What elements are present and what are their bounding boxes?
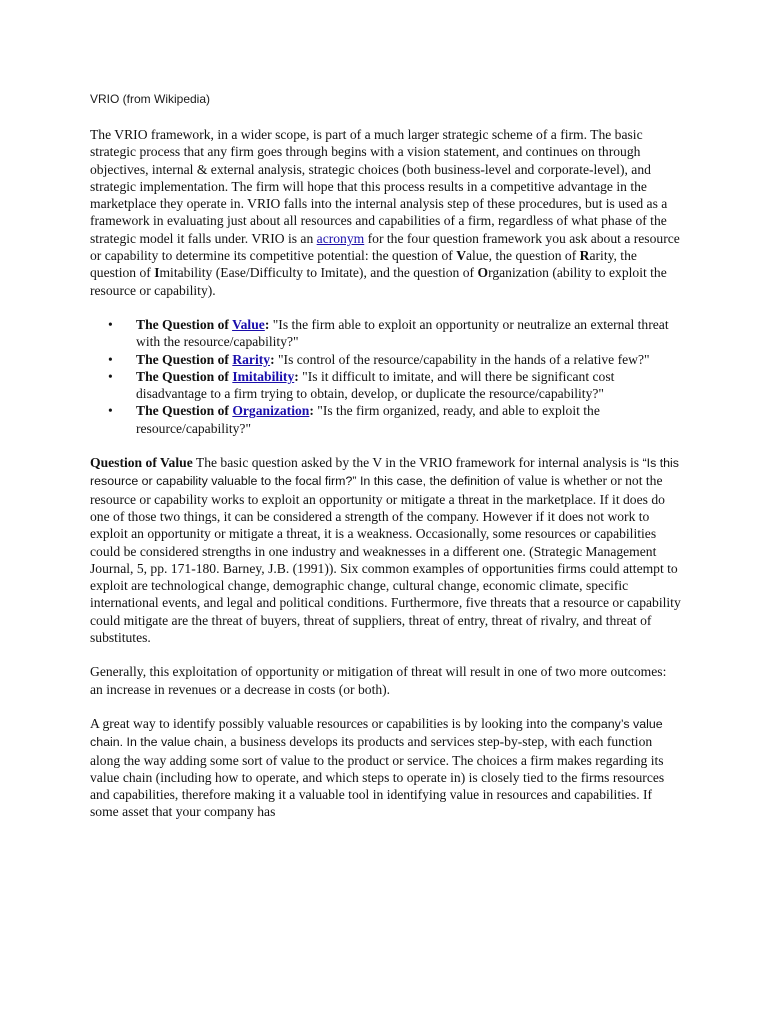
qv-text-2: of value is whether or not the resource or capability works to exploit an opportunity or mitigate a threat in the marketplace. If it does do one of those two things, it can be considered a strength of the company. However if it does not work to exploit an opportunity or mitigate a threat, it is a weakness. Occasionally, some resources or capabilities could be considered strengths in one industry and weaknesses in a different one. (Strategic Management Journal, 5, pp. 171-180. Barney, J.B. (1991)). Six common examples of opportunities firms could attempt to exploit are technological change, demographic change, cultural change, economic climate, specific international events, and legal and political conditions. Furthermore, five threats that a resource or capability could mitigate are the threat of buyers, threat of suppliers, threat of entry, threat of rivalry, and threat of substitutes. [90,473,681,646]
bullet-prefix: The Question of [136,403,233,419]
list-item [136,368,682,403]
letter-o: O [477,265,489,281]
bullet-text: "Is the firm able to exploit an opportunity or neutralize an external threat with the resource/capability?" [136,316,669,350]
document-body [90,126,682,838]
value-link[interactable]: Value [232,316,265,332]
rarity-link[interactable]: Rarity [232,351,271,367]
bullet-colon: : [264,316,270,332]
rarity-rest: arity, the question of [90,248,637,281]
bullet-text: "Is it difficult to imitate, and will there be significant cost disadvantage to a firm trying to obtain, develop, or duplicate the resource/capability?" [136,368,615,402]
vc-text-2: a business develops its products and services step-by-step, with each function along the way adding some sort of value to the product or service. The choices a firm makes regarding its value chain (including how to operate, and which steps to operate in) is closely tied to the firms resources and capabilities, therefore making it a valuable tool in identifying value in resources and capabilities. If some asset that your company has [90,734,665,820]
value-chain-paragraph [90,715,682,821]
acronym-link[interactable]: acronym [316,230,365,246]
document-heading: VRIO (from Wikipedia) [90,92,211,106]
bullet-prefix: The Question of [136,316,233,332]
qv-text-1: The basic question asked by the V in the VRIO framework for internal analysis is [192,455,643,471]
bullet-text: "Is the firm organized, ready, and able to exploit the resource/capability?" [136,403,600,436]
intro-paragraph [90,126,682,299]
list-item [136,402,682,437]
intro-text-1: The VRIO framework, in a wider scope, is part of a much larger strategic scheme of a firm. The basic strategic process that any firm goes through begins with a vision statement, and continues on through objectives, internal & external analysis, strategic choices (both business-level and corporate-level), and strategic implementation. The firm will hope that this process results in a competitive advantage in the marketplace they operate in. VRIO falls into the internal analysis step of these procedures, but is used as a framework in evaluating just about all resources and capabilities of a firm, regardless of what phase of the strategic model it falls under. VRIO is an [90,127,668,246]
intro-text-2: for the four question framework you ask about a resource or capability to determine its competitive potential: the question of [90,230,680,264]
question-of-value-label: Question of Value [90,455,193,471]
bullet-prefix: The Question of [136,351,233,367]
bullet-prefix: The Question of [136,368,233,384]
vc-text-1: A great way to identify possibly valuable resources or capabilities is by looking into the [90,715,571,731]
imitability-rest: mitability (Ease/Difficulty to Imitate), and the question of [159,265,478,281]
bullet-colon: : [270,351,275,367]
organization-rest: rganization (ability to exploit the resource or capability). [90,265,667,298]
question-of-value-paragraph [90,454,682,646]
list-item [136,316,682,351]
bullet-colon: : [309,403,314,419]
letter-i: I [154,265,160,281]
letter-v: V [456,248,467,264]
list-item [136,351,682,368]
organization-link[interactable]: Organization [232,403,310,419]
generally-paragraph: Generally, this exploitation of opportunity or mitigation of threat will result in one of two more outcomes: an increase in revenues or a decrease in costs (or both). [90,664,667,697]
question-list [90,316,682,437]
bullet-text: "Is control of the resource/capability in the hands of a relative few?" [274,351,650,367]
vc-sans-text: company’s value chain. In the value chain, [90,716,663,750]
qv-quote: “Is this resource or capability valuable to the focal firm?” In this case, the definition [90,456,679,489]
letter-r: R [579,248,590,264]
bullet-colon: : [294,368,299,384]
value-rest: alue, the question of [466,248,580,264]
imitability-link[interactable]: Imitability [232,368,295,384]
